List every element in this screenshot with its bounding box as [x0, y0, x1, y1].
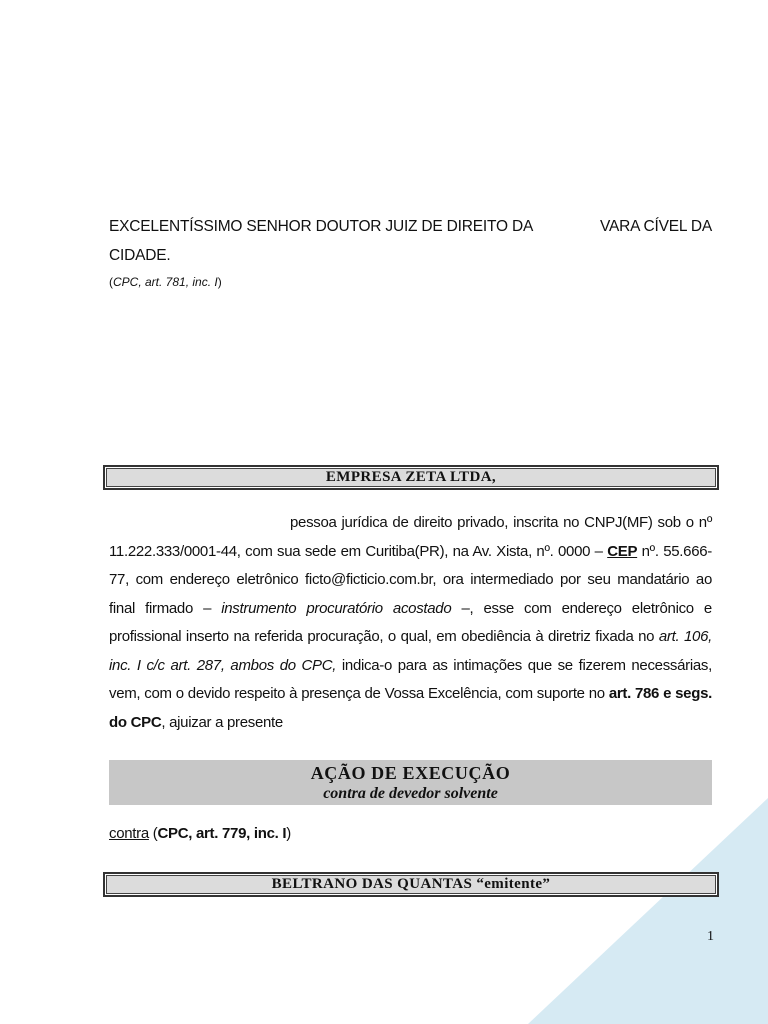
paragraph-text-2: nº. 55.666-77, com endereço eletrônico ficto@ficticio.com.br, ora intermediado por seu mandatário ao final firmado – [109, 542, 712, 617]
court-address-part-1: EXCELENTÍSSIMO SENHOR DOUTOR JUIZ DE DIREITO DA [109, 218, 534, 235]
qualification-paragraph [109, 509, 712, 737]
header-citation: (CPC, art. 781, inc. I) [109, 275, 222, 289]
action-title-box [109, 760, 712, 805]
plaintiff-name-box: EMPRESA ZETA LTDA, [103, 465, 719, 490]
contra-reference: CPC, art. 779, inc. I [157, 825, 287, 842]
action-title: AÇÃO DE EXECUÇÃO [310, 763, 511, 783]
header-citation-text: CPC, art. 781, inc. I [113, 275, 218, 289]
paragraph-text-3: –, esse com endereço eletrônico e profissional inserto na referida procuração, o qual, em obediência à diretriz fixada no [109, 599, 712, 645]
court-address-line-1 [109, 217, 712, 237]
contra-word: contra [109, 825, 149, 842]
legal-reference: art. 106, inc. I c/c art. 287, ambos do CPC, [109, 628, 712, 674]
cep-label: CEP [607, 542, 638, 560]
page-number: 1 [707, 929, 714, 944]
paragraph-text-4: indica-o para as intimações que se fizerem necessárias, vem, com o devido respeito à presença de Vossa Excelência, com suporte no [109, 656, 712, 702]
court-address-part-2: VARA CÍVEL DA [600, 218, 712, 235]
contra-line: contra (CPC, art. 779, inc. I) [109, 825, 291, 842]
defendant-name-box: BELTRANO DAS QUANTAS “emitente” [103, 872, 719, 897]
action-subtitle: contra de devedor solvente [323, 785, 498, 802]
paragraph-text-1: pessoa jurídica de direito privado, inscrita no CNPJ(MF) sob o nº 11.222.333/0001-44, com sua sede em Curitiba(PR), na Av. Xista, nº. 0000 – [109, 514, 712, 560]
paragraph-text-5: , ajuizar a presente [161, 713, 283, 731]
corner-decoration [528, 798, 768, 1024]
mandate-instrument: instrumento procuratório acostado [221, 599, 452, 617]
court-address-line-2: CIDADE. [109, 247, 171, 264]
legal-basis: art. 786 e segs. do CPC [109, 685, 712, 731]
